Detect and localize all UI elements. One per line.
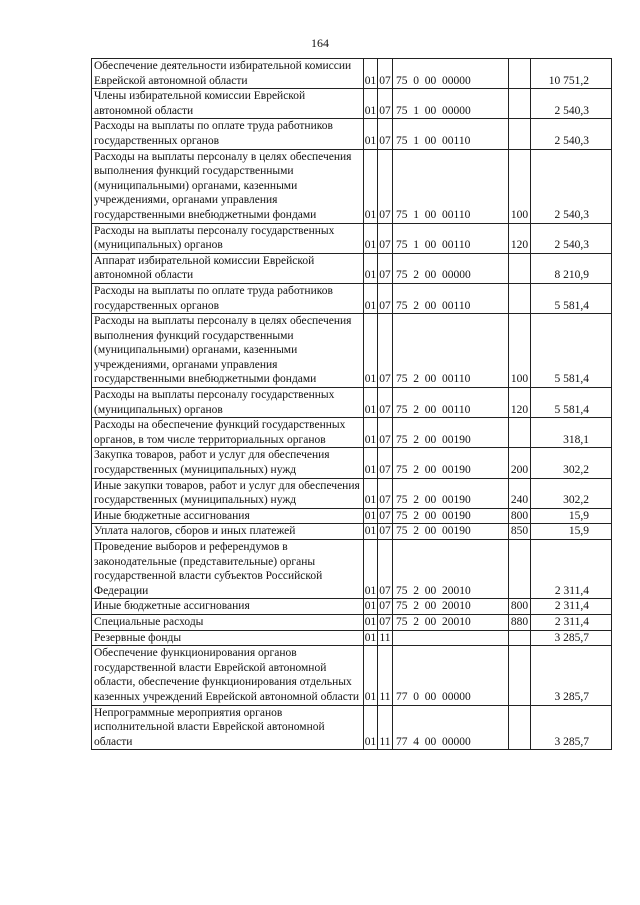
row-amount: 2 311,4	[531, 599, 612, 615]
row-name: Уплата налогов, сборов и иных платежей	[92, 524, 364, 540]
budget-table-body	[92, 59, 612, 750]
row-subsection-code: 07	[378, 524, 393, 540]
row-amount: 15,9	[531, 524, 612, 540]
row-expense-type-code	[509, 418, 531, 448]
row-section-code: 01	[364, 59, 378, 89]
row-name: Расходы на выплаты персоналу в целях обеспечения выполнения функций государственными (муниципальными) органами, казенными учреждениями, органами управления государственными внебюджетными фондами	[92, 314, 364, 388]
row-name: Иные закупки товаров, работ и услуг для обеспечения государственных (муниципальных) нужд	[92, 478, 364, 508]
row-subsection-code: 11	[378, 646, 393, 705]
row-target-article-code: 75 1 00 00110	[393, 223, 509, 253]
row-expense-type-code	[509, 540, 531, 599]
row-section-code: 01	[364, 540, 378, 599]
row-target-article-code: 75 2 00 00110	[393, 314, 509, 388]
row-subsection-code: 07	[378, 314, 393, 388]
table-row	[92, 59, 612, 89]
row-name: Расходы на выплаты персоналу государственных (муниципальных) органов	[92, 223, 364, 253]
row-expense-type-code: 240	[509, 478, 531, 508]
row-subsection-code: 07	[378, 448, 393, 478]
row-section-code: 01	[364, 119, 378, 149]
row-amount: 2 540,3	[531, 149, 612, 223]
row-target-article-code: 75 1 00 00000	[393, 89, 509, 119]
table-row	[92, 524, 612, 540]
row-amount: 2 540,3	[531, 223, 612, 253]
table-row	[92, 508, 612, 524]
row-expense-type-code: 100	[509, 314, 531, 388]
table-row	[92, 253, 612, 283]
row-expense-type-code	[509, 119, 531, 149]
row-name: Расходы на выплаты персоналу государственных (муниципальных) органов	[92, 388, 364, 418]
row-subsection-code: 07	[378, 599, 393, 615]
table-row	[92, 630, 612, 646]
row-expense-type-code	[509, 89, 531, 119]
table-row	[92, 478, 612, 508]
table-row	[92, 119, 612, 149]
table-row	[92, 89, 612, 119]
row-name: Расходы на выплаты по оплате труда работников государственных органов	[92, 119, 364, 149]
page-number: 164	[311, 36, 329, 50]
row-expense-type-code: 880	[509, 614, 531, 630]
row-section-code: 01	[364, 630, 378, 646]
row-expense-type-code	[509, 283, 531, 313]
row-target-article-code: 75 2 00 00190	[393, 508, 509, 524]
row-amount: 2 540,3	[531, 89, 612, 119]
row-name: Проведение выборов и референдумов в законодательные (представительные) органы государственной власти субъектов Российской Федерации	[92, 540, 364, 599]
row-target-article-code: 75 2 00 00190	[393, 448, 509, 478]
row-name: Обеспечение функционирования органов государственной власти Еврейской автономной области, обеспечение функционирования отдельных казенных учреждений Еврейской автономной области	[92, 646, 364, 705]
table-row	[92, 283, 612, 313]
row-target-article-code: 75 1 00 00110	[393, 149, 509, 223]
table-row	[92, 599, 612, 615]
row-section-code: 01	[364, 418, 378, 448]
row-amount: 5 581,4	[531, 314, 612, 388]
row-target-article-code	[393, 630, 509, 646]
row-expense-type-code: 850	[509, 524, 531, 540]
row-name: Аппарат избирательной комиссии Еврейской автономной области	[92, 253, 364, 283]
row-expense-type-code: 800	[509, 599, 531, 615]
row-name: Расходы на выплаты по оплате труда работников государственных органов	[92, 283, 364, 313]
row-name: Непрограммные мероприятия органов исполнительной власти Еврейской автономной области	[92, 705, 364, 750]
row-section-code: 01	[364, 599, 378, 615]
row-section-code: 01	[364, 223, 378, 253]
row-amount: 3 285,7	[531, 630, 612, 646]
row-subsection-code: 07	[378, 540, 393, 599]
row-subsection-code: 07	[378, 89, 393, 119]
row-amount: 2 540,3	[531, 119, 612, 149]
table-row	[92, 388, 612, 418]
table-row	[92, 705, 612, 750]
row-target-article-code: 75 2 00 00190	[393, 524, 509, 540]
row-section-code: 01	[364, 388, 378, 418]
row-expense-type-code: 100	[509, 149, 531, 223]
row-section-code: 01	[364, 253, 378, 283]
row-section-code: 01	[364, 478, 378, 508]
row-name: Члены избирательной комиссии Еврейской автономной области	[92, 89, 364, 119]
row-subsection-code: 07	[378, 478, 393, 508]
row-subsection-code: 11	[378, 705, 393, 750]
table-row	[92, 418, 612, 448]
row-name: Специальные расходы	[92, 614, 364, 630]
row-target-article-code: 75 0 00 00000	[393, 59, 509, 89]
row-subsection-code: 07	[378, 388, 393, 418]
row-target-article-code: 75 2 00 20010	[393, 614, 509, 630]
row-expense-type-code: 120	[509, 388, 531, 418]
row-subsection-code: 07	[378, 119, 393, 149]
row-expense-type-code	[509, 59, 531, 89]
row-subsection-code: 07	[378, 283, 393, 313]
row-name: Расходы на обеспечение функций государственных органов, в том числе территориальных органов	[92, 418, 364, 448]
row-section-code: 01	[364, 614, 378, 630]
table-row	[92, 540, 612, 599]
row-section-code: 01	[364, 314, 378, 388]
row-section-code: 01	[364, 705, 378, 750]
row-subsection-code: 11	[378, 630, 393, 646]
table-row	[92, 223, 612, 253]
row-expense-type-code: 800	[509, 508, 531, 524]
row-section-code: 01	[364, 646, 378, 705]
row-target-article-code: 75 2 00 00190	[393, 418, 509, 448]
row-subsection-code: 07	[378, 59, 393, 89]
row-name: Обеспечение деятельности избирательной комиссии Еврейской автономной области	[92, 59, 364, 89]
row-target-article-code: 77 4 00 00000	[393, 705, 509, 750]
row-expense-type-code: 200	[509, 448, 531, 478]
row-subsection-code: 07	[378, 223, 393, 253]
row-amount: 3 285,7	[531, 646, 612, 705]
row-subsection-code: 07	[378, 614, 393, 630]
row-section-code: 01	[364, 149, 378, 223]
row-subsection-code: 07	[378, 418, 393, 448]
row-amount: 318,1	[531, 418, 612, 448]
table-row	[92, 646, 612, 705]
budget-table	[91, 58, 612, 750]
row-name: Иные бюджетные ассигнования	[92, 599, 364, 615]
row-amount: 10 751,2	[531, 59, 612, 89]
row-section-code: 01	[364, 508, 378, 524]
row-target-article-code: 75 1 00 00110	[393, 119, 509, 149]
table-row	[92, 149, 612, 223]
row-expense-type-code	[509, 646, 531, 705]
row-name: Закупка товаров, работ и услуг для обеспечения государственных (муниципальных) нужд	[92, 448, 364, 478]
row-amount: 15,9	[531, 508, 612, 524]
row-section-code: 01	[364, 448, 378, 478]
row-subsection-code: 07	[378, 508, 393, 524]
table-row	[92, 448, 612, 478]
row-name: Расходы на выплаты персоналу в целях обеспечения выполнения функций государственными (муниципальными) органами, казенными учреждениями, органами управления государственными внебюджетными фондами	[92, 149, 364, 223]
table-row	[92, 614, 612, 630]
row-expense-type-code	[509, 705, 531, 750]
row-expense-type-code	[509, 630, 531, 646]
row-subsection-code: 07	[378, 149, 393, 223]
row-name: Резервные фонды	[92, 630, 364, 646]
row-section-code: 01	[364, 524, 378, 540]
row-amount: 302,2	[531, 448, 612, 478]
row-subsection-code: 07	[378, 253, 393, 283]
row-amount: 8 210,9	[531, 253, 612, 283]
row-target-article-code: 75 2 00 00110	[393, 283, 509, 313]
row-name: Иные бюджетные ассигнования	[92, 508, 364, 524]
row-amount: 5 581,4	[531, 283, 612, 313]
row-amount: 2 311,4	[531, 540, 612, 599]
row-expense-type-code: 120	[509, 223, 531, 253]
row-amount: 302,2	[531, 478, 612, 508]
row-amount: 5 581,4	[531, 388, 612, 418]
row-amount: 2 311,4	[531, 614, 612, 630]
row-target-article-code: 75 2 00 20010	[393, 599, 509, 615]
row-section-code: 01	[364, 89, 378, 119]
row-target-article-code: 75 2 00 00190	[393, 478, 509, 508]
row-expense-type-code	[509, 253, 531, 283]
row-amount: 3 285,7	[531, 705, 612, 750]
table-row	[92, 314, 612, 388]
row-target-article-code: 75 2 00 20010	[393, 540, 509, 599]
row-target-article-code: 75 2 00 00110	[393, 388, 509, 418]
row-section-code: 01	[364, 283, 378, 313]
row-target-article-code: 75 2 00 00000	[393, 253, 509, 283]
row-target-article-code: 77 0 00 00000	[393, 646, 509, 705]
